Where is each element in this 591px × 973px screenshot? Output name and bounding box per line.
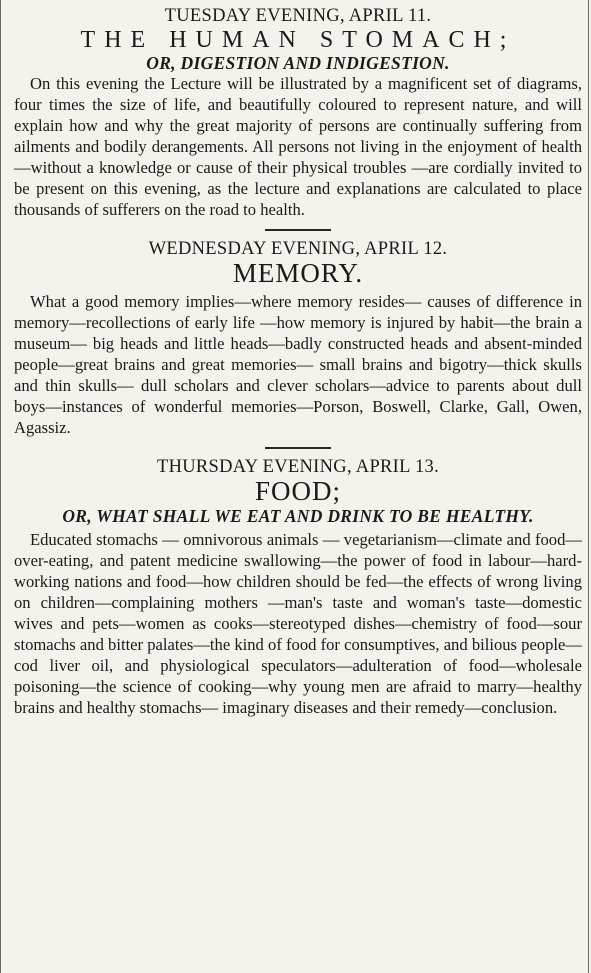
lecture-date: WEDNESDAY EVENING, APRIL 12. (148, 239, 448, 259)
lecture-description: What a good memory implies—where memory resides— causes of difference in memory—recollections of early life —how memory is injured by habit—the brain a museum— big heads and little heads—badly constructed heads and absent-minded people—great brains and great memories— small brains and bigotry—thick skulls and thin skulls— dull scholars and clever scholars—advice to parents about dull boys—instances of wonderful memories—Porson, Boswell, Clarke, Gall, Owen, Agassiz. (14, 292, 582, 437)
lecture-subtitle: OR, WHAT SHALL WE EAT AND DRINK TO BE HEALTHY. (62, 506, 534, 526)
lecture-tuesday (14, 6, 582, 220)
lecture-title: MEMORY. (232, 258, 364, 288)
lecture-description: Educated stomachs — omnivorous animals — vegetarianism—climate and food—over-eating, and patent medicine swallowing—the power of food in labour—hard-working nations and food—how children should be fed—the effects of wrong living on children—complaining mothers —man's taste and woman's taste—domestic wives and pets—women as cooks—stereotyped dishes—chemistry of food—sour stomachs and bitter palates—the kind of food for consumptives, and bilious people—cod liver oil, and physiological speculators—adulteration of food—wholesale poisoning—the science of cooking—why young men are afraid to marry—healthy brains and healthy stomachs— imaginary diseases and their remedy—conclusion. (14, 530, 582, 717)
column-rule-left (0, 0, 1, 973)
lecture-wednesday (14, 239, 582, 438)
lecture-subtitle: OR, DIGESTION AND INDIGESTION. (146, 53, 450, 73)
lecture-thursday (14, 457, 582, 718)
section-divider (265, 229, 331, 231)
section-divider (265, 447, 331, 449)
article-column (14, 6, 582, 718)
lecture-title: FOOD; (254, 476, 341, 506)
lecture-description: On this evening the Lecture will be illustrated by a magnificent set of diagrams, four times the size of life, and beautifully coloured to represent nature, and will explain how and why the great majority of persons are continually suffering from ailments and bodily derangements. All persons not living in the enjoyment of health —without a knowledge or cause of their physical troubles —are cordially invited to be present on this evening, as the lecture and explanations are calculated to place thousands of sufferers on the road to health. (14, 74, 582, 219)
lecture-title: THE HUMAN STOMACH; (80, 27, 516, 53)
column-rule-right (588, 0, 589, 973)
lecture-date: THURSDAY EVENING, APRIL 13. (156, 457, 439, 477)
lecture-date: TUESDAY EVENING, APRIL 11. (164, 6, 432, 26)
